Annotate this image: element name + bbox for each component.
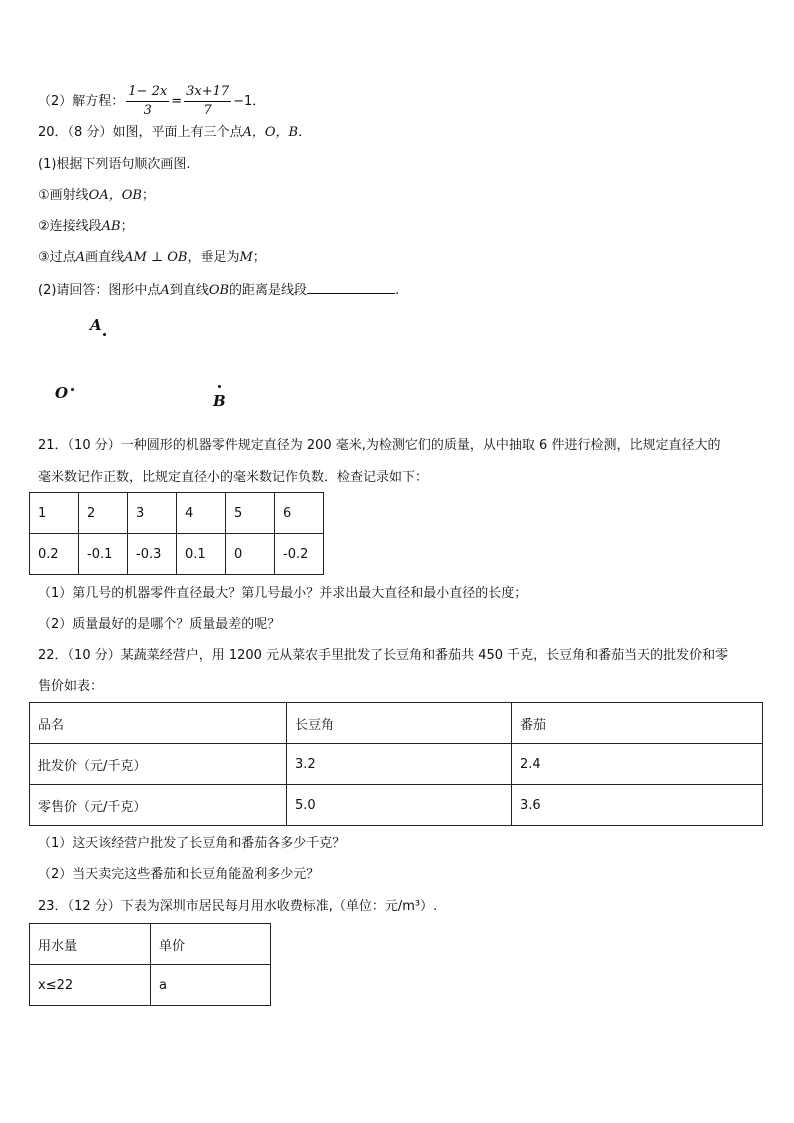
q20-sub2-math2: OB [208,283,230,298]
point-a-label: A [90,316,102,334]
q22-line2: 售价如表： [38,679,104,694]
q21-line2: 毫米数记作正数，比规定直径小的毫米数记作负数．检查记录如下： [38,470,429,485]
q19-equals: = [171,94,183,109]
table-row [30,785,763,826]
q23-line1: 23．（12 分）下表为深圳市居民每月用水收费标准,（单位：元/m³）. [38,899,438,914]
q19-frac1-numerator: 1− 2x [126,84,169,102]
q22-header-long-bean: 长豆角 [287,703,512,744]
q19-equation-line [38,84,265,119]
q20-sub2-end: . [395,283,400,298]
q21-val-1: 0.2 [30,534,79,575]
table-row [30,924,271,965]
q21-val-3: -0.3 [128,534,177,575]
q22-row2-tomato: 3.6 [512,785,763,826]
q23-row1-price: a [151,965,271,1006]
q23-row1-usage: x≤22 [30,965,151,1006]
q20-step1-pre: ①画射线 [38,188,89,203]
point-o-dot [71,388,74,391]
q20-step2-math: AB [101,219,121,234]
q20-step3-mid2: ，垂足为 [187,250,240,265]
q22-question-2: （2）当天卖完这些番茄和长豆角能盈利多少元？ [38,867,320,882]
q19-part-label: （2）解方程： [38,94,125,109]
point-o-label: O [55,384,69,402]
q20-heading-text: 20．（8 分）如图，平面上有三个点 [38,125,243,140]
q22-header-tomato: 番茄 [512,703,763,744]
q20-sub1: (1)根据下列语句顺次画图. [38,157,191,172]
q21-val-6: -0.2 [275,534,324,575]
q21-num-2: 2 [79,493,128,534]
q20-step3 [38,249,266,267]
table-row [30,534,324,575]
q19-tail: −1． [233,94,266,109]
point-b-dot [218,385,221,388]
table-row [30,493,324,534]
q19-frac2-denominator: 7 [203,103,212,118]
q21-question-1: （1）第几号的机器零件直径最大？第几号最小？并求出最大直径和最小直径的长度； [38,586,528,601]
q21-num-6: 6 [275,493,324,534]
q21-val-5: 0 [226,534,275,575]
answer-blank[interactable] [307,281,395,294]
q20-step3-math1: A [75,250,86,265]
q20-sub2-mid: 到直线 [169,283,209,298]
q20-step3-math2: AM ⊥ OB [124,250,188,265]
q21-line1: 21．（10 分）一种圆形的机器零件规定直径为 200 毫米,为检测它们的质量，从中抽取 6 件进行检测，比规定直径大的 [38,438,721,453]
q19-frac1-denominator: 3 [143,103,152,118]
q20-heading [38,124,311,142]
q22-row2-bean: 5.0 [287,785,512,826]
q20-step1-math: OA，OB [88,188,142,203]
table-row [30,965,271,1006]
q22-question-1: （1）这天该经营户批发了长豆角和番茄各多少千克？ [38,836,346,851]
q20-step1-post: ； [141,188,155,203]
table-row [30,744,763,785]
q20-sub2 [38,281,399,300]
point-b-label: B [213,392,226,410]
q20-step3-mid: 画直线 [85,250,125,265]
q22-row1-tomato: 2.4 [512,744,763,785]
q22-header-name: 品名 [30,703,287,744]
q20-sub2-post: 的距离是线段 [229,283,308,298]
q23-header-usage: 用水量 [30,924,151,965]
q21-question-2: （2）质量最好的是哪个？质量最差的呢？ [38,617,281,632]
q22-row2-label: 零售价（元/千克） [30,785,287,826]
point-a-dot [103,333,106,336]
q22-row1-bean: 3.2 [287,744,512,785]
q21-num-4: 4 [177,493,226,534]
q23-header-price: 单价 [151,924,271,965]
q20-sub2-math1: A [160,283,170,298]
q20-step1 [38,187,155,205]
q21-num-1: 1 [30,493,79,534]
q20-step3-post: ； [252,250,266,265]
q20-heading-points: A，O，B． [242,125,312,140]
q21-val-2: -0.1 [79,534,128,575]
q21-val-4: 0.1 [177,534,226,575]
q19-frac2-numerator: 3x+17 [184,84,231,102]
q19-fraction-1 [126,84,169,119]
q20-step3-math3: M [239,250,253,265]
q21-num-5: 5 [226,493,275,534]
q22-row1-label: 批发价（元/千克） [30,744,287,785]
q22-table [29,702,763,826]
q21-num-3: 3 [128,493,177,534]
q23-table [29,923,271,1006]
q19-fraction-2 [184,84,231,119]
q20-sub2-pre: (2)请回答：图形中点 [38,283,161,298]
table-row [30,703,763,744]
q22-line1: 22．（10 分）某蔬菜经营户，用 1200 元从菜农手里批发了长豆角和番茄共 450 千克，长豆角和番茄当天的批发价和零 [38,648,729,663]
q20-step2-post: ； [120,219,134,234]
q20-step2 [38,218,134,236]
q20-step3-pre: ③过点 [38,250,76,265]
q21-table [29,492,324,575]
q20-step2-pre: ②连接线段 [38,219,102,234]
